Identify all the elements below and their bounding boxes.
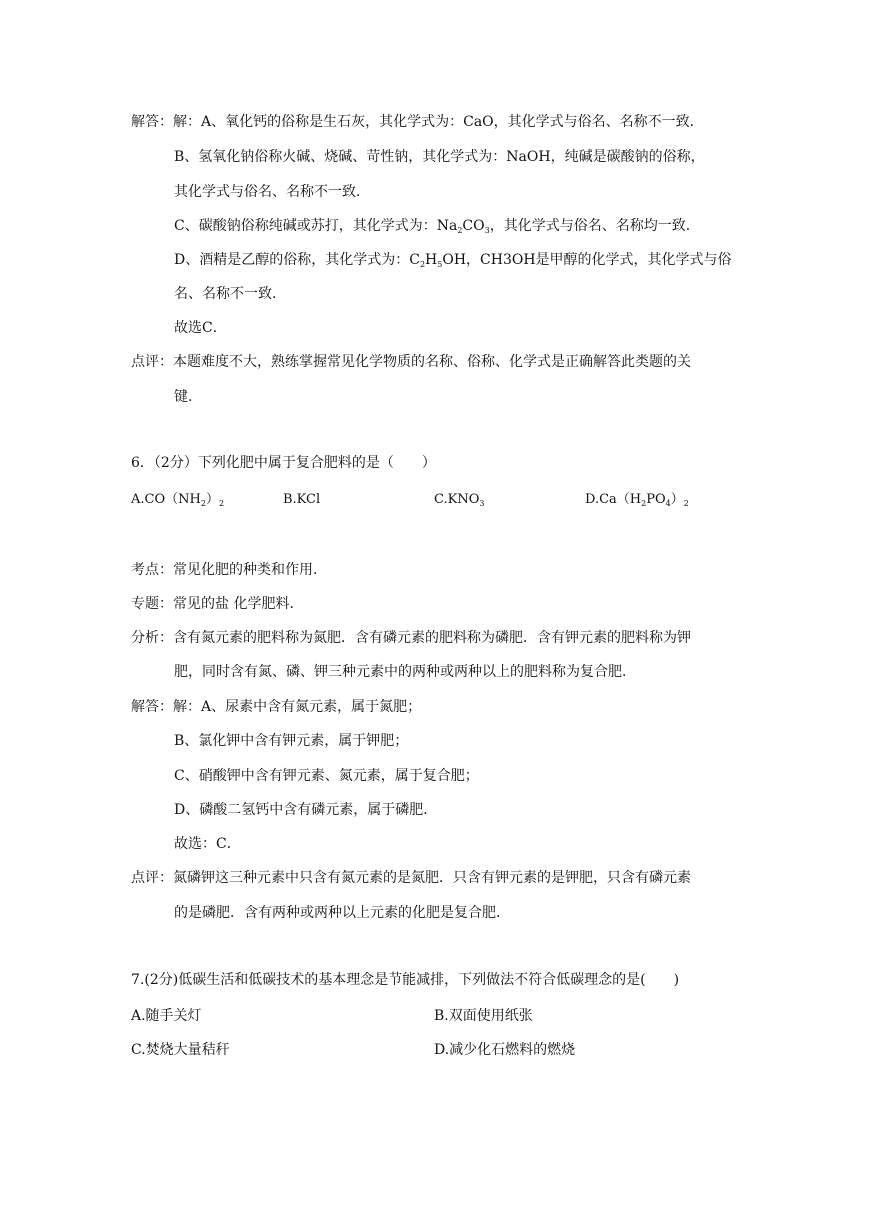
comment-text-1: 本题难度不大，熟练掌握常见化学物质的名称、俗称、化学式是正确解答此类题的关 bbox=[173, 354, 691, 370]
q6-comment-1: 点评：氮磷钾这三种元素中只含有氮元素的是氮肥．只含有钾元素的是钾肥，只含有磷元素 bbox=[131, 870, 691, 886]
answer-line-b1: B、氢氧化钠俗称火碱、烧碱、苛性钠，其化学式为：NaOH，纯碱是碳酸钠的俗称， bbox=[174, 149, 705, 165]
q6-d-sub2: 4 bbox=[665, 499, 671, 508]
answer-line-c bbox=[174, 216, 700, 236]
answer-c-mid: CO bbox=[462, 218, 485, 234]
q6-answer-d: D、磷酸二氢钙中含有磷元素，属于磷肥． bbox=[174, 802, 438, 818]
q6-d-pre: D.Ca（H bbox=[585, 492, 642, 507]
answer-a-text: 解：A、氧化钙的俗称是生石灰，其化学式为：CaO，其化学式与俗名、名称不一致． bbox=[173, 114, 704, 130]
q6-c-pre: C.KNO bbox=[434, 492, 480, 507]
q6-answer-b: B、氯化钾中含有钾元素，属于钾肥； bbox=[174, 733, 409, 749]
q7-option-b: B.双面使用纸张 bbox=[434, 1008, 533, 1024]
q6-answer-c: C、硝酸钾中含有钾元素、氮元素，属于复合肥； bbox=[174, 768, 479, 784]
answer-line-d bbox=[174, 250, 732, 270]
answer-d-post: OH，CH3OH是甲醇的化学式，其化学式与俗 bbox=[442, 252, 732, 268]
q6-analysis-2: 肥，同时含有氮、磷、钾三种元素中的两种或两种以上的肥料称为复合肥． bbox=[174, 664, 636, 680]
q6-option-a bbox=[131, 490, 224, 510]
answer-d-mid1: H bbox=[425, 252, 438, 268]
comment-line-2: 键． bbox=[174, 389, 202, 405]
question-7-stem: 7.(2分)低碳生活和低碳技术的基本理念是节能减排，下列做法不符合低碳理念的是( ) bbox=[131, 972, 680, 988]
q6-answer-a: 解答：解：A、尿素中含有氮元素，属于氮肥； bbox=[131, 699, 422, 715]
q6-zhuanti: 专题：常见的盐 化学肥料． bbox=[131, 596, 304, 612]
answer-choice: 故选C． bbox=[174, 320, 227, 336]
answer-line-d2: 名、名称不一致． bbox=[174, 286, 286, 302]
answer-d-sub2: 5 bbox=[437, 260, 443, 269]
q6-a-post: ） bbox=[205, 492, 219, 507]
q6-comment-2: 的是磷肥．含有两种或两种以上元素的化肥是复合肥． bbox=[174, 905, 510, 921]
comment-label: 点评： bbox=[131, 354, 173, 370]
answer-c-sub2: 3 bbox=[484, 226, 490, 235]
answer-d-sub1: 2 bbox=[419, 260, 426, 269]
question-6-stem: 6．（2分）下列化肥中属于复合肥料的是（ ） bbox=[131, 455, 436, 471]
answer-line-b2: 其化学式与俗名、名称不一致． bbox=[174, 184, 370, 200]
q6-option-b: B.KCl bbox=[283, 492, 321, 507]
q6-d-sub1: 2 bbox=[641, 499, 647, 508]
answer-line-a bbox=[131, 112, 704, 132]
q7-option-a: A.随手关灯 bbox=[131, 1008, 202, 1024]
comment-line-1 bbox=[131, 352, 691, 372]
answer-c-sub1: 2 bbox=[457, 226, 463, 235]
answer-d-pre: D、酒精是乙醇的俗称，其化学式为：C bbox=[174, 252, 420, 268]
q6-d-post: ） bbox=[670, 492, 684, 507]
answer-c-post: ，其化学式与俗名、名称均一致． bbox=[489, 218, 700, 234]
q6-a-sub2: 2 bbox=[218, 499, 225, 508]
answer-label: 解答： bbox=[131, 114, 173, 130]
q6-a-pre: A.CO（NH bbox=[131, 492, 201, 507]
q6-d-sub3: 2 bbox=[683, 499, 689, 508]
q6-c-sub: 3 bbox=[479, 499, 485, 508]
q6-d-mid: PO bbox=[646, 492, 666, 507]
q6-option-c bbox=[434, 490, 484, 510]
q7-option-d: D.减少化石燃料的燃烧 bbox=[434, 1042, 576, 1058]
q6-kaodian: 考点：常见化肥的种类和作用． bbox=[131, 562, 327, 578]
q7-option-c: C.焚烧大量秸秆 bbox=[131, 1042, 230, 1058]
q6-a-sub: 2 bbox=[200, 499, 206, 508]
q6-option-d bbox=[585, 490, 689, 510]
q6-choice: 故选：C． bbox=[174, 836, 241, 852]
answer-c-pre: C、碳酸钠俗称纯碱或苏打，其化学式为：Na bbox=[174, 218, 458, 234]
q6-analysis-1: 分析：含有氮元素的肥料称为氮肥．含有磷元素的肥料称为磷肥．含有钾元素的肥料称为钾 bbox=[131, 630, 691, 646]
